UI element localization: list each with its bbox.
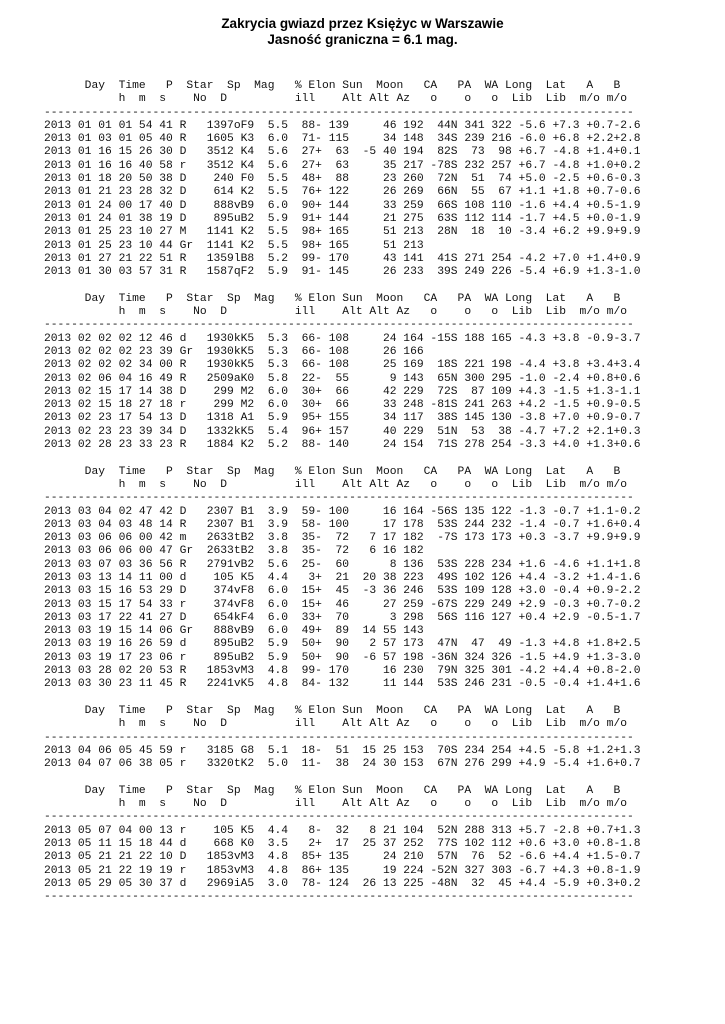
occultation-table (44, 80, 641, 904)
table-line: 2013 05 21 21 22 10 D 1853vM3 4.8 85+ 135 24 210 57N 76 52 -6.6 +4.4 +1.5-0.7 (44, 851, 641, 864)
table-line: 2013 03 04 03 48 14 R 2307 B1 3.9 58- 100 17 178 53S 244 232 -1.4 -0.7 +1.6+0.4 (44, 518, 641, 531)
table-line: 2013 02 23 23 39 34 D 1332kK5 5.4 96+ 157 40 229 51N 53 38 -4.7 +7.2 +2.1+0.3 (44, 425, 641, 438)
table-line: Day Time P Star Sp Mag % Elon Sun Moon CA PA WA Long Lat A B (44, 80, 621, 92)
table-line: 2013 02 28 23 33 23 R 1884 K2 5.2 88- 140 24 154 71S 278 254 -3.3 +4.0 +1.3+0.6 (44, 439, 641, 452)
table-line: 2013 05 21 22 19 19 r 1853vM3 4.8 86+ 135 19 224 -52N 327 303 -6.7 +4.3 +0.8-1.9 (44, 864, 641, 877)
table-line (44, 771, 641, 784)
table-line: 2013 02 15 17 14 38 D 299 M2 6.0 30+ 66 42 229 72S 87 109 +4.3 -1.5 +1.3-1.1 (44, 385, 641, 398)
table-line: Day Time P Star Sp Mag % Elon Sun Moon CA PA WA Long Lat A B (44, 292, 621, 305)
table-line: --------------------------------------------------------------------------------------- (44, 492, 634, 505)
table-line: 2013 01 24 01 38 19 D 895uB2 5.9 91+ 144 21 275 63S 112 114 -1.7 +4.5 +0.0-1.9 (44, 212, 641, 225)
table-line: 2013 03 04 02 47 42 D 2307 B1 3.9 59- 100 16 164 -56S 135 122 -1.3 -0.7 +1.1-0.2 (44, 505, 641, 518)
table-line: 2013 03 13 14 11 00 d 105 K5 4.4 3+ 21 20 38 223 49S 102 126 +4.4 -3.2 +1.4-1.6 (44, 571, 641, 584)
table-line: Day Time P Star Sp Mag % Elon Sun Moon CA PA WA Long Lat A B (44, 704, 621, 717)
title-line-1: Zakrycia gwiazd przez Księżyc w Warszawie (221, 16, 504, 31)
table-line: h m s No D ill Alt Alt Az o o o Lib Lib m/o m/o (44, 718, 628, 731)
table-line: 2013 03 17 22 41 27 D 654kF4 6.0 33+ 70 3 298 56S 116 127 +0.4 +2.9 -0.5-1.7 (44, 611, 641, 624)
table-line: h m s No D ill Alt Alt Az o o o Lib Lib m/o m/o (44, 93, 628, 106)
table-line: h m s No D ill Alt Alt Az o o o Lib Lib m/o m/o (44, 478, 628, 491)
table-line: 2013 03 19 16 26 59 d 895uB2 5.9 50+ 90 2 57 173 47N 47 49 -1.3 +4.8 +1.8+2.5 (44, 638, 641, 651)
table-line (44, 279, 641, 292)
table-line: 2013 03 15 16 53 29 D 374vF8 6.0 15+ 45 -3 36 246 53S 109 128 +3.0 -0.4 +0.9-2.2 (44, 585, 641, 598)
table-line: 2013 05 11 15 18 44 d 668 K0 3.5 2+ 17 25 37 252 77S 102 112 +0.6 +3.0 +0.8-1.8 (44, 837, 641, 850)
page-title (0, 16, 725, 48)
table-line: 2013 01 16 16 40 58 r 3512 K4 5.6 27+ 63 35 217 -78S 232 257 +6.7 -4.8 +1.0+0.2 (44, 159, 641, 172)
table-line: 2013 01 27 21 22 51 R 1359lB8 5.2 99- 170 43 141 41S 271 254 -4.2 +7.0 +1.4+0.9 (44, 252, 641, 265)
table-line: 2013 02 02 02 34 00 R 1930kK5 5.3 66- 108 25 169 18S 221 198 -4.4 +3.8 +3.4+3.4 (44, 359, 641, 372)
table-line: h m s No D ill Alt Alt Az o o o Lib Lib m/o m/o (44, 306, 628, 319)
table-line: 2013 03 06 06 00 47 Gr 2633tB2 3.8 35- 72 6 16 182 (44, 545, 424, 558)
table-line: 2013 01 30 03 57 31 R 1587qF2 5.9 91- 145 26 233 39S 249 226 -5.4 +6.9 +1.3-1.0 (44, 266, 641, 279)
table-line: 2013 03 19 15 14 06 Gr 888vB9 6.0 49+ 89 14 55 143 (44, 625, 424, 638)
table-line: 2013 02 02 02 12 46 d 1930kK5 5.3 66- 108 24 164 -15S 188 165 -4.3 +3.8 -0.9-3.7 (44, 332, 641, 345)
table-line (44, 452, 641, 465)
table-line: 2013 02 15 18 27 18 r 299 M2 6.0 30+ 66 33 248 -81S 241 263 +4.2 -1.5 +0.9-0.5 (44, 399, 641, 412)
table-line: 2013 02 06 04 16 49 R 2509aK0 5.8 22- 55 9 143 65N 300 295 -1.0 -2.4 +0.8+0.6 (44, 372, 641, 385)
table-line: 2013 04 06 05 45 59 r 3185 G8 5.1 18- 51 15 25 153 70S 234 254 +4.5 -5.8 +1.2+1.3 (44, 744, 641, 757)
table-line: 2013 01 25 23 10 27 M 1141 K2 5.5 98+ 165 51 213 28N 18 10 -3.4 +6.2 +9.9+9.9 (44, 226, 641, 239)
table-line: Day Time P Star Sp Mag % Elon Sun Moon CA PA WA Long Lat A B (44, 465, 621, 478)
table-line: 2013 01 21 23 28 32 D 614 K2 5.5 76+ 122 26 269 66N 55 67 +1.1 +1.8 +0.7-0.6 (44, 186, 641, 199)
title-line-2: Jasność graniczna = 6.1 mag. (267, 32, 458, 47)
table-line: 2013 05 29 05 30 37 d 2969iA5 3.0 78- 124 26 13 225 -48N 32 45 +4.4 -5.9 +0.3+0.2 (44, 877, 641, 890)
table-line: --------------------------------------------------------------------------------------- (44, 731, 634, 744)
table-line: Day Time P Star Sp Mag % Elon Sun Moon CA PA WA Long Lat A B (44, 784, 621, 797)
table-line: 2013 03 19 17 23 06 r 895uB2 5.9 50+ 90 -6 57 198 -36N 324 326 -1.5 +4.9 +1.3-3.0 (44, 651, 641, 664)
table-line: --------------------------------------------------------------------------------------- (44, 891, 634, 904)
table-line: 2013 03 28 02 20 53 R 1853vM3 4.8 99- 170 16 230 79N 325 301 -4.2 +4.4 +0.8-2.0 (44, 665, 641, 678)
table-line: 2013 01 03 01 05 40 R 1605 K3 6.0 71- 115 34 148 34S 239 216 -6.0 +6.8 +2.2+2.8 (44, 133, 641, 146)
table-line: 2013 05 07 04 00 13 r 105 K5 4.4 8- 32 8 21 104 52N 288 313 +5.7 -2.8 +0.7+1.3 (44, 824, 641, 837)
table-line: 2013 03 15 17 54 33 r 374vF8 6.0 15+ 46 27 259 -67S 229 249 +2.9 -0.3 +0.7-0.2 (44, 598, 641, 611)
table-line: 2013 02 23 17 54 13 D 1318 A1 5.9 95+ 155 34 117 38S 145 130 -3.8 +7.0 +0.9-0.7 (44, 412, 641, 425)
table-line: 2013 01 16 15 26 30 D 3512 K4 5.6 27+ 63 -5 40 194 82S 73 98 +6.7 -4.8 +1.4+0.1 (44, 146, 641, 159)
table-line: h m s No D ill Alt Alt Az o o o Lib Lib m/o m/o (44, 798, 628, 811)
table-line: 2013 01 18 20 50 38 D 240 F0 5.5 48+ 88 23 260 72N 51 74 +5.0 -2.5 +0.6-0.3 (44, 173, 641, 186)
table-line: 2013 03 06 06 00 42 m 2633tB2 3.8 35- 72 7 17 182 -7S 173 173 +0.3 -3.7 +9.9+9.9 (44, 532, 641, 545)
table-line: 2013 04 07 06 38 05 r 3320tK2 5.0 11- 38 24 30 153 67N 276 299 +4.9 -5.4 +1.6+0.7 (44, 758, 641, 771)
table-line: 2013 03 30 23 11 45 R 2241vK5 4.8 84- 132 11 144 53S 246 231 -0.5 -0.4 +1.4+1.6 (44, 678, 641, 691)
table-line: --------------------------------------------------------------------------------------- (44, 106, 634, 119)
table-line: 2013 01 01 01 54 41 R 1397oF9 5.5 88- 139 46 192 44N 341 322 -5.6 +7.3 +0.7-2.6 (44, 119, 641, 132)
table-line: 2013 01 25 23 10 44 Gr 1141 K2 5.5 98+ 165 51 213 (44, 239, 424, 252)
table-line: --------------------------------------------------------------------------------------- (44, 811, 634, 824)
table-line: 2013 03 07 03 36 56 R 2791vB2 5.6 25- 60 8 136 53S 228 234 +1.6 -4.6 +1.1+1.8 (44, 558, 641, 571)
table-line: 2013 02 02 02 23 39 Gr 1930kK5 5.3 66- 108 26 166 (44, 345, 424, 358)
table-line: --------------------------------------------------------------------------------------- (44, 319, 634, 332)
table-line (44, 692, 641, 705)
table-line: 2013 01 24 00 17 40 D 888vB9 6.0 90+ 144 33 259 66S 108 110 -1.6 +4.4 +0.5-1.9 (44, 199, 641, 212)
